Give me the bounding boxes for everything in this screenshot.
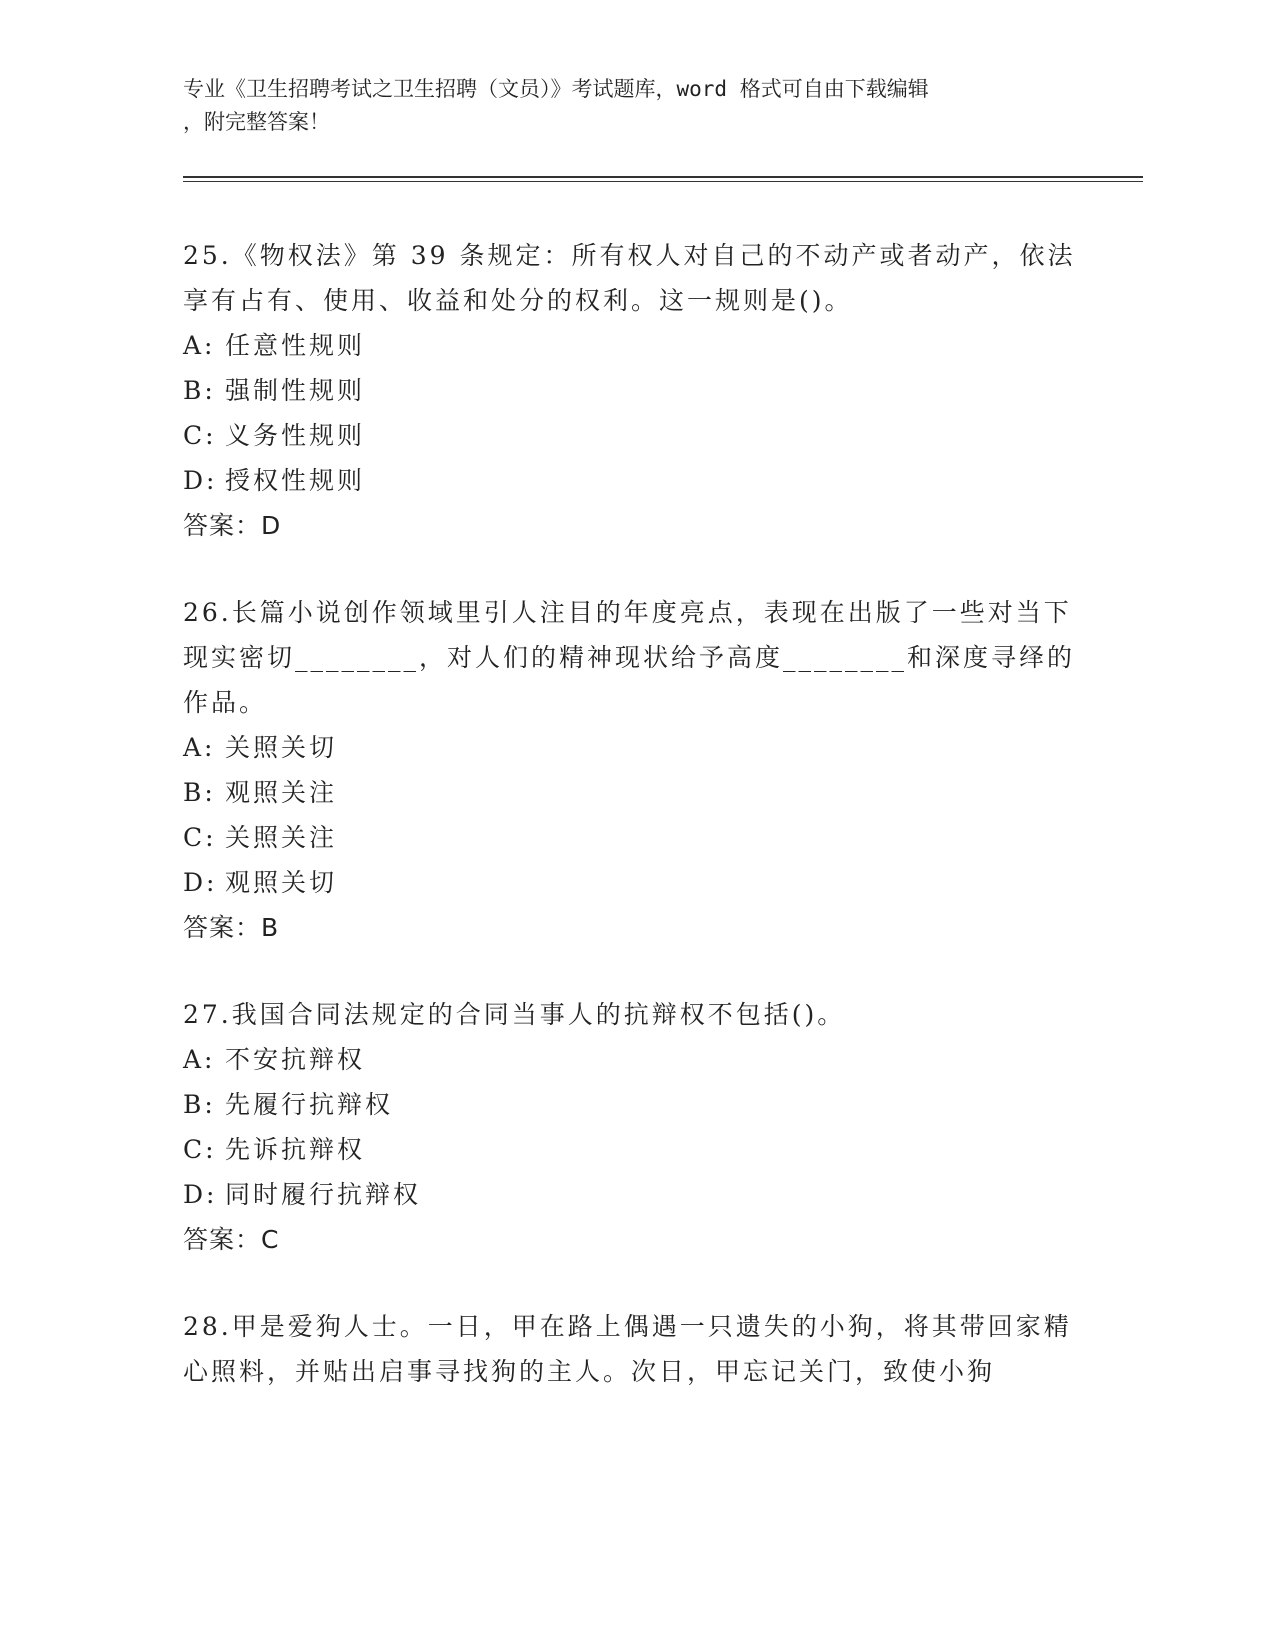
answer-line: 答案：B (183, 913, 280, 942)
header-divider-thick (183, 176, 1143, 178)
option-a (183, 323, 1083, 368)
option-key: D: (183, 466, 218, 495)
option-c (183, 1127, 1083, 1172)
question-list (183, 233, 1083, 1436)
question-stem: 25.《物权法》第 39 条规定：所有权人对自己的不动产或者动产，依法享有占有、使用、收益和处分的权利。这一规则是()。 (183, 241, 1076, 315)
option-key: B: (183, 1090, 216, 1119)
option-c (183, 413, 1083, 458)
question-stem: 28.甲是爱狗人士。一日，甲在路上偶遇一只遗失的小狗，将其带回家精心照料，并贴出启事寻找狗的主人。次日，甲忘记关门，致使小狗 (183, 1312, 1072, 1386)
option-a (183, 1037, 1083, 1082)
document-header (183, 73, 1063, 139)
option-text: 授权性规则 (225, 466, 366, 495)
option-text: 强制性规则 (225, 376, 366, 405)
option-text: 不安抗辩权 (225, 1045, 366, 1074)
header-line-1: 专业《卫生招聘考试之卫生招聘（文员）》考试题库，word 格式可自由下载编辑 (183, 77, 929, 101)
option-key: D: (183, 868, 218, 897)
option-key: A: (183, 331, 216, 360)
option-text: 观照关注 (225, 778, 338, 807)
option-d (183, 1172, 1083, 1217)
option-text: 关照关注 (225, 823, 338, 852)
option-key: B: (183, 376, 216, 405)
option-text: 义务性规则 (225, 421, 366, 450)
question-stem: 26.长篇小说创作领域里引人注目的年度亮点，表现在出版了一些对当下现实密切________，对人们的精神现状给予高度________和深度寻绎的作品。 (183, 598, 1076, 717)
question-item (183, 992, 1083, 1262)
question-stem: 27.我国合同法规定的合同当事人的抗辩权不包括()。 (183, 1000, 846, 1029)
option-c (183, 815, 1083, 860)
question-item (183, 590, 1083, 950)
answer-line: 答案：C (183, 1225, 280, 1254)
option-text: 先诉抗辩权 (225, 1135, 366, 1164)
option-key: A: (183, 733, 216, 762)
option-key: A: (183, 1045, 216, 1074)
option-text: 同时履行抗辩权 (225, 1180, 422, 1209)
option-key: C: (183, 823, 217, 852)
option-text: 任意性规则 (225, 331, 366, 360)
option-d (183, 458, 1083, 503)
header-line-2: ，附完整答案！ (183, 110, 330, 134)
option-text: 观照关切 (225, 868, 338, 897)
option-d (183, 860, 1083, 905)
option-key: D: (183, 1180, 218, 1209)
option-key: C: (183, 1135, 217, 1164)
option-text: 先履行抗辩权 (225, 1090, 394, 1119)
option-b (183, 770, 1083, 815)
answer-line: 答案：D (183, 511, 282, 540)
option-b (183, 368, 1083, 413)
option-key: B: (183, 778, 216, 807)
question-item (183, 1304, 1083, 1394)
header-divider-thin (183, 181, 1143, 182)
option-key: C: (183, 421, 217, 450)
option-text: 关照关切 (225, 733, 338, 762)
option-b (183, 1082, 1083, 1127)
option-a (183, 725, 1083, 770)
question-item (183, 233, 1083, 548)
